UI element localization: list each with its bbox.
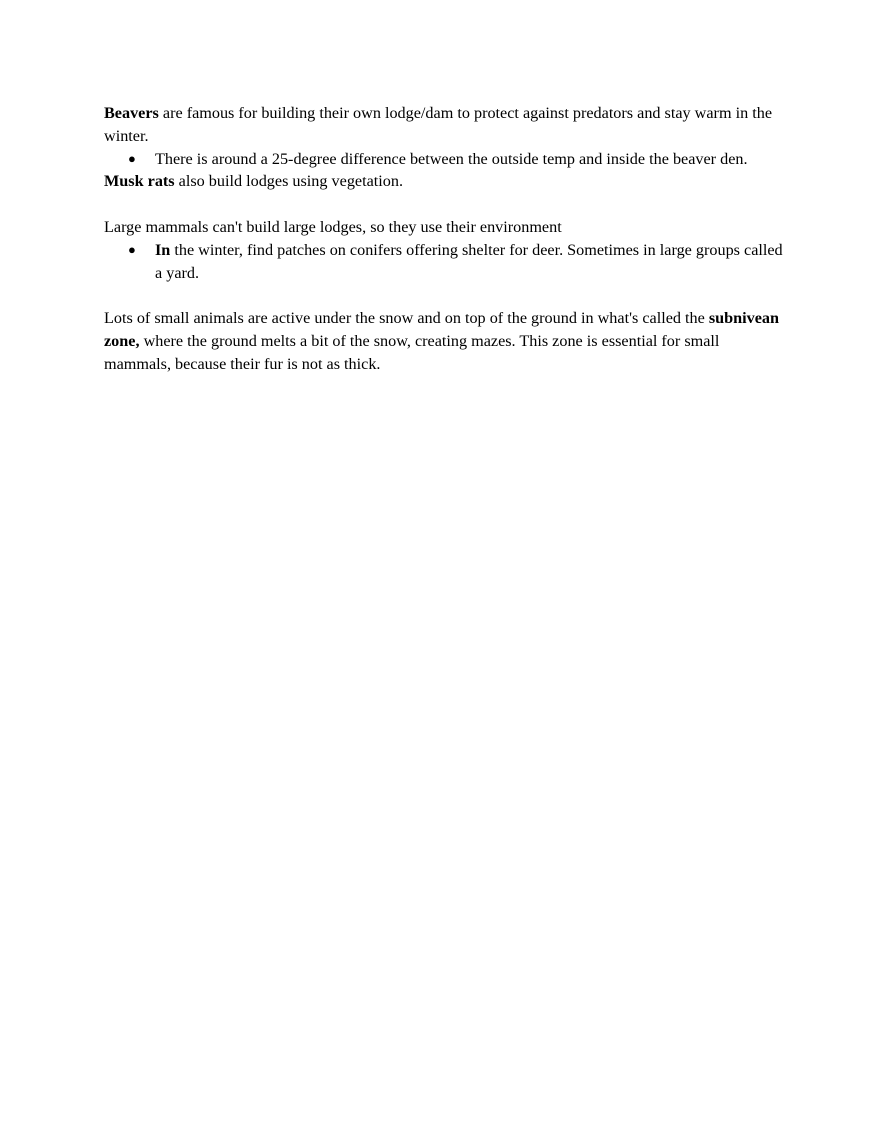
term-subnivean-zone: subnivean zone, [104, 309, 780, 350]
term-beavers: Beavers [104, 104, 159, 122]
list-item-text: the winter, find patches on conifers offering shelter for deer. Sometimes in large groups called a yard. [155, 240, 783, 282]
bullet-icon: ● [128, 241, 136, 257]
paragraph-subnivean-zone [104, 307, 784, 375]
paragraph-text: Large mammals can't build large lodges, so they use their environment [104, 217, 562, 236]
paragraph-text: where the ground melts a bit of the snow, creating mazes. This zone is essential for small mammals, because their fur is not as thick. [104, 331, 720, 373]
paragraph-text: Lots of small animals are active under the snow and on top of the ground in what's called the [104, 309, 709, 328]
blank-line [104, 193, 784, 216]
list-item-text: There is around a 25-degree difference between the outside temp and inside the beaver den. [155, 149, 748, 168]
bullet-icon: ● [128, 150, 136, 166]
paragraph-text: also build lodges using vegetation. [174, 172, 404, 191]
bullet-list-beavers [104, 148, 784, 171]
paragraph-large-mammals [104, 216, 784, 239]
paragraph-musk-rats [104, 170, 784, 193]
list-item [104, 239, 784, 285]
paragraph-beavers [104, 102, 784, 148]
paragraph-text: are famous for building their own lodge/dam to protect against predators and stay warm in the winter. [104, 104, 773, 145]
list-item-bold: In [155, 240, 171, 259]
blank-line [104, 284, 784, 307]
list-item [104, 148, 784, 171]
document-body [104, 102, 784, 376]
term-musk-rats: Musk rats [104, 172, 175, 191]
bullet-list-large-mammals [104, 239, 784, 285]
